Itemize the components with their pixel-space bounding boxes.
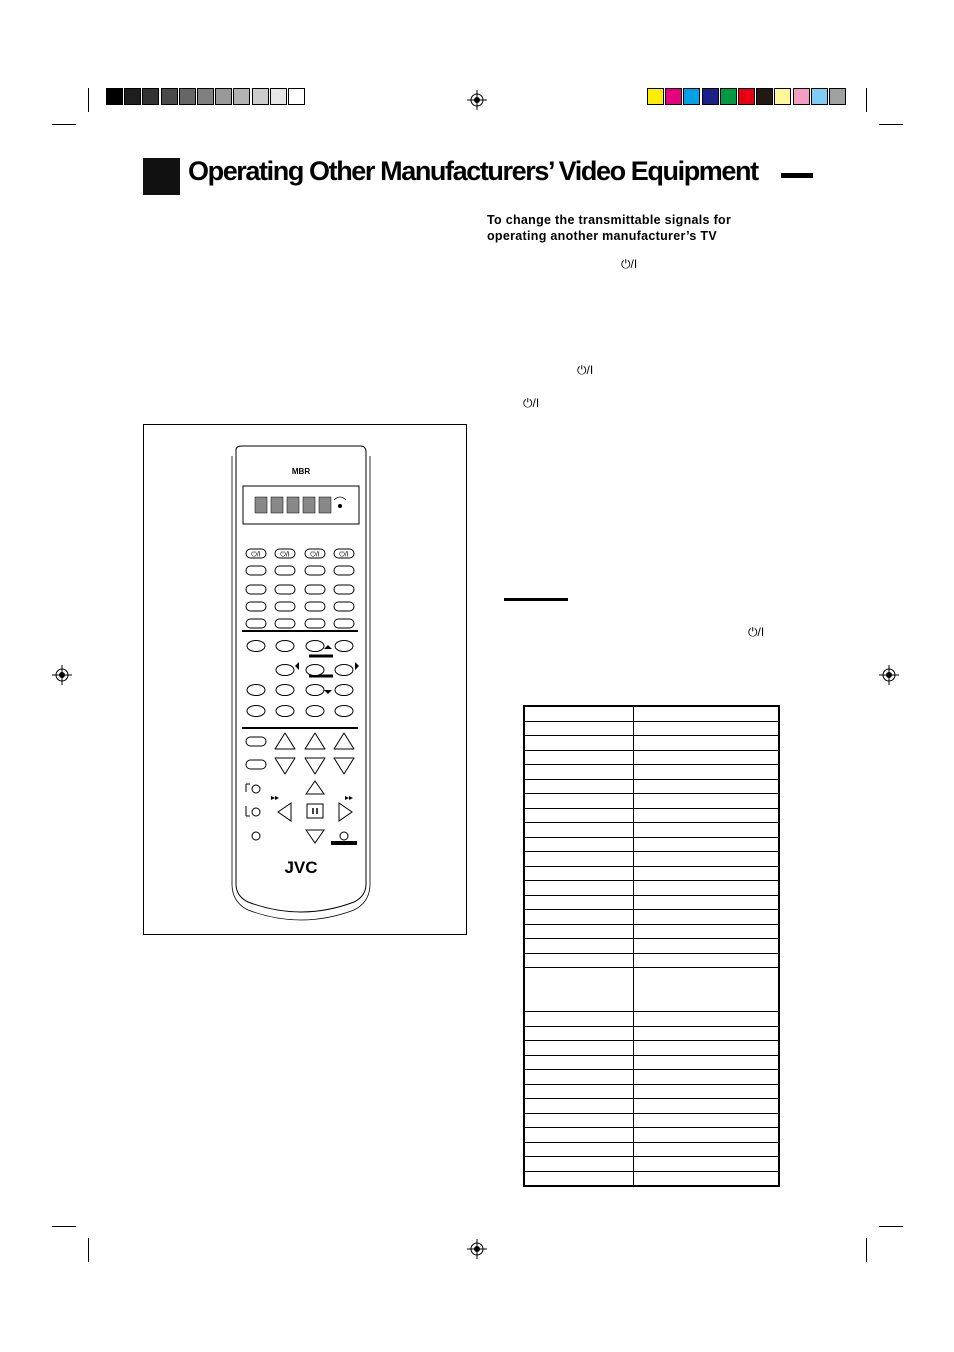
- table-cell: [524, 1026, 634, 1041]
- table-cell: [634, 765, 780, 780]
- table-row: [524, 1084, 779, 1099]
- table-cell: [634, 823, 780, 838]
- color-swatch: [756, 88, 773, 105]
- table-row: [524, 1012, 779, 1027]
- crop-mark: [88, 88, 89, 112]
- remote-button: [305, 566, 325, 575]
- remote-button: [306, 685, 324, 696]
- color-swatch: [233, 88, 250, 105]
- table-cell: [634, 1113, 780, 1128]
- table-row: [524, 953, 779, 968]
- remote-button: [252, 785, 260, 793]
- remote-brand-mark: MBR: [291, 467, 311, 476]
- table-cell: [524, 706, 634, 721]
- jvc-logo: JVC: [284, 858, 318, 877]
- remote-button: [275, 585, 295, 594]
- table-row: [524, 1055, 779, 1070]
- color-swatch: [702, 88, 719, 105]
- table-cell: [524, 852, 634, 867]
- table-cell: [634, 721, 780, 736]
- table-row: [524, 1142, 779, 1157]
- remote-button: [246, 760, 266, 769]
- color-swatch: [252, 88, 269, 105]
- table-row: [524, 1128, 779, 1143]
- table-cell: [634, 852, 780, 867]
- remote-button: [306, 665, 324, 676]
- power-standby-icon: ⏻/I: [251, 551, 261, 559]
- section-subheading: To change the transmittable signals for operating another manufacturer’s TV: [487, 213, 732, 243]
- table-cell: [524, 939, 634, 954]
- table-cell: [524, 1070, 634, 1085]
- table-cell: [634, 706, 780, 721]
- table-cell: [524, 823, 634, 838]
- crop-mark: [879, 124, 903, 125]
- color-swatch: [161, 88, 178, 105]
- table-row: [524, 1113, 779, 1128]
- power-standby-icon: ⏻/I: [339, 551, 349, 559]
- crop-mark: [866, 88, 867, 112]
- power-standby-icon: ⏻/I: [577, 363, 594, 377]
- table-row: [524, 794, 779, 809]
- remote-button: [335, 641, 353, 652]
- note-heading-rule: [504, 598, 568, 601]
- table-cell: [524, 924, 634, 939]
- table-cell: [634, 1070, 780, 1085]
- table-row: [524, 1171, 779, 1186]
- table-cell: [634, 939, 780, 954]
- remote-button: [247, 685, 265, 696]
- manufacturer-code-table: [523, 705, 780, 1187]
- table-row: [524, 837, 779, 852]
- section-marker-block: [143, 158, 180, 195]
- registration-mark-icon: [467, 1239, 487, 1259]
- table-cell: [634, 1171, 780, 1186]
- table-cell: [634, 881, 780, 896]
- color-swatch: [774, 88, 791, 105]
- table-cell: [524, 895, 634, 910]
- color-swatch: [124, 88, 141, 105]
- table-cell: [524, 866, 634, 881]
- table-cell: [634, 808, 780, 823]
- table-cell: [634, 1142, 780, 1157]
- table-cell: [634, 779, 780, 794]
- table-row: [524, 750, 779, 765]
- power-standby-icon: ⏻/I: [310, 551, 320, 559]
- table-cell: [524, 721, 634, 736]
- table-cell: [634, 1128, 780, 1143]
- remote-button: [335, 706, 353, 717]
- crop-mark: [866, 1238, 867, 1262]
- table-cell: [634, 736, 780, 751]
- table-cell: [634, 1041, 780, 1056]
- table-row: [524, 736, 779, 751]
- table-cell: [524, 1012, 634, 1027]
- remote-button: [334, 602, 354, 611]
- table-row: [524, 924, 779, 939]
- table-row: [524, 1041, 779, 1056]
- remote-button: [305, 619, 325, 628]
- table-cell: [524, 794, 634, 809]
- remote-control-illustration: [228, 444, 374, 922]
- page-title: Operating Other Manufacturers’ Video Equipment: [188, 156, 758, 186]
- table-row: [524, 895, 779, 910]
- table-cell: [524, 881, 634, 896]
- table-cell: [524, 1084, 634, 1099]
- color-swatch: [793, 88, 810, 105]
- remote-button: [334, 619, 354, 628]
- table-row: [524, 1099, 779, 1114]
- table-row: [524, 910, 779, 925]
- remote-button: [306, 706, 324, 717]
- remote-button: [334, 566, 354, 575]
- remote-button: [275, 566, 295, 575]
- table-row: [524, 1026, 779, 1041]
- remote-button: [246, 566, 266, 575]
- table-cell: [524, 1041, 634, 1056]
- table-cell: [524, 837, 634, 852]
- table-cell: [634, 895, 780, 910]
- table-cell: [524, 808, 634, 823]
- remote-button: [276, 641, 294, 652]
- remote-button: [305, 602, 325, 611]
- remote-button: [305, 585, 325, 594]
- table-cell: [634, 1099, 780, 1114]
- power-standby-icon: ⏻/I: [280, 551, 290, 559]
- table-cell: [634, 910, 780, 925]
- table-cell: [634, 1055, 780, 1070]
- table-cell: [634, 1157, 780, 1172]
- table-cell: [634, 866, 780, 881]
- color-swatch: [829, 88, 846, 105]
- table-cell: [634, 953, 780, 968]
- power-standby-icon: ⏻/I: [621, 257, 638, 271]
- table-cell: [524, 765, 634, 780]
- registration-mark-icon: [52, 665, 72, 685]
- crop-mark: [88, 1238, 89, 1262]
- registration-mark-icon: [879, 665, 899, 685]
- table-row: [524, 721, 779, 736]
- pause-button: [307, 804, 323, 818]
- table-cell: [524, 968, 634, 1012]
- table-cell: [634, 837, 780, 852]
- remote-button: [246, 585, 266, 594]
- color-swatch: [142, 88, 159, 105]
- table-cell: [524, 1113, 634, 1128]
- table-row: [524, 1070, 779, 1085]
- table-cell: [524, 1171, 634, 1186]
- table-cell: [634, 924, 780, 939]
- color-swatch: [665, 88, 682, 105]
- remote-button: [306, 641, 324, 652]
- table-row: [524, 852, 779, 867]
- table-cell: [524, 1055, 634, 1070]
- color-swatch: [106, 88, 123, 105]
- table-row: [524, 939, 779, 954]
- power-standby-icon: ⏻/I: [748, 625, 765, 639]
- remote-button: [276, 665, 294, 676]
- remote-button: [276, 706, 294, 717]
- table-cell: [524, 1128, 634, 1143]
- remote-button: [334, 585, 354, 594]
- color-swatch: [738, 88, 755, 105]
- table-cell: [634, 1012, 780, 1027]
- table-cell: [524, 736, 634, 751]
- power-standby-icon: ⏻/I: [523, 396, 540, 410]
- color-swatch: [288, 88, 305, 105]
- crop-mark: [52, 124, 76, 125]
- table-cell: [634, 1084, 780, 1099]
- table-cell: [524, 910, 634, 925]
- table-cell: [524, 1099, 634, 1114]
- table-cell: [634, 794, 780, 809]
- remote-button: [246, 602, 266, 611]
- crop-mark: [879, 1226, 903, 1227]
- color-swatch: [215, 88, 232, 105]
- remote-button: [275, 619, 295, 628]
- table-cell: [634, 750, 780, 765]
- table-row: [524, 765, 779, 780]
- title-rule: [781, 173, 813, 178]
- color-swatch: [811, 88, 828, 105]
- color-swatch: [270, 88, 287, 105]
- remote-button: [335, 665, 353, 676]
- remote-button: [276, 685, 294, 696]
- table-cell: [524, 750, 634, 765]
- remote-button: [275, 602, 295, 611]
- remote-button: [340, 832, 348, 840]
- color-swatch: [683, 88, 700, 105]
- table-cell: [524, 1157, 634, 1172]
- table-row: [524, 808, 779, 823]
- remote-button: [252, 832, 260, 840]
- registration-mark-icon: [467, 90, 487, 110]
- table-cell: [634, 1026, 780, 1041]
- table-cell: [634, 968, 780, 1012]
- remote-button: [247, 641, 265, 652]
- table-row: [524, 866, 779, 881]
- remote-button: [247, 706, 265, 717]
- remote-button: [252, 808, 260, 816]
- table-cell: [524, 953, 634, 968]
- table-row: [524, 881, 779, 896]
- color-swatch: [647, 88, 664, 105]
- remote-button: [246, 619, 266, 628]
- table-row: [524, 779, 779, 794]
- remote-button: [335, 685, 353, 696]
- crop-mark: [52, 1226, 76, 1227]
- color-swatch: [720, 88, 737, 105]
- table-cell: [524, 1142, 634, 1157]
- color-swatch: [197, 88, 214, 105]
- table-row: [524, 823, 779, 838]
- table-row: [524, 706, 779, 721]
- table-row: [524, 1157, 779, 1172]
- table-cell: [524, 779, 634, 794]
- table-row: [524, 968, 779, 1012]
- color-swatch: [179, 88, 196, 105]
- remote-button: [246, 737, 266, 746]
